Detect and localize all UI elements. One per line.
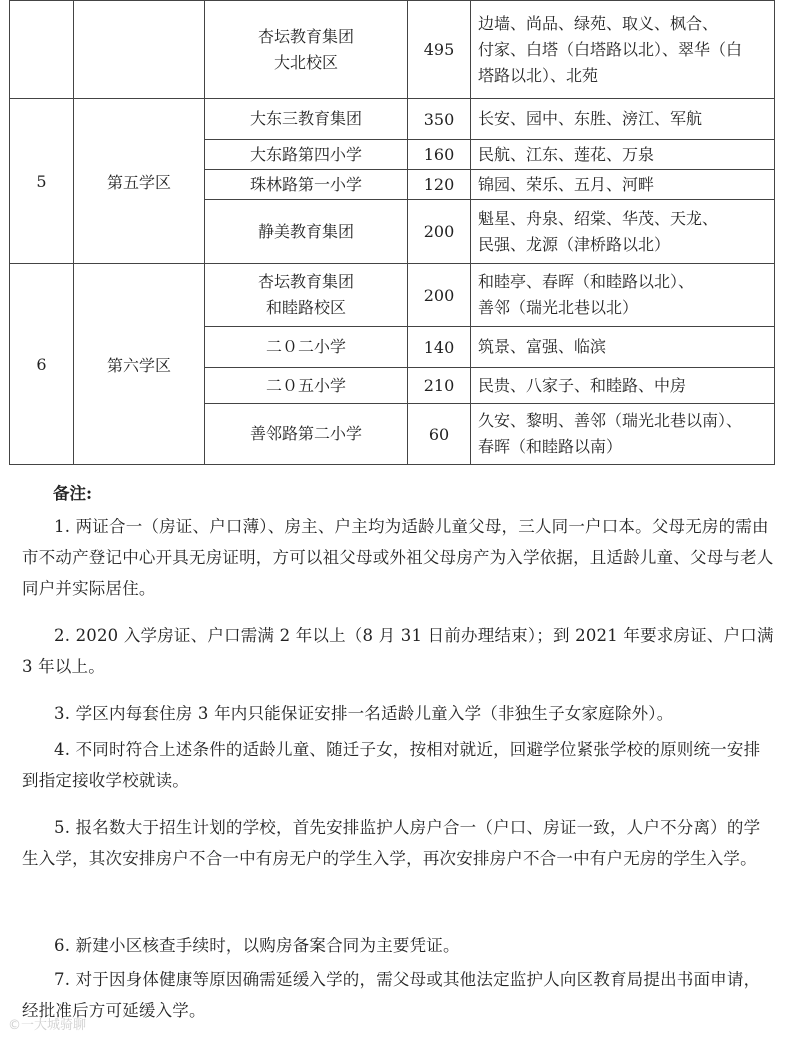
school-name-line: 大北校区	[273, 52, 338, 72]
school-name-line: 和睦路校区	[265, 298, 346, 317]
row-number-cell	[10, 1, 74, 99]
area-cell: 民贵、八家子、和睦路、中房	[471, 368, 775, 404]
area-cell: 民航、江东、莲花、万泉	[471, 140, 775, 170]
note-item-5: 5. 报名数大于招生计划的学校，首先安排监护人房户合一（户口、房证一致，人户不分离）的学生入学，其次安排房户不合一中有房无户的学生入学，再次安排房户不合一中有户无房的学生入学。	[22, 818, 761, 868]
school-cell	[205, 264, 408, 327]
table-row	[10, 264, 775, 327]
area-line: 春晖（和睦路以南）	[478, 437, 623, 456]
row-number-cell: 5	[10, 99, 74, 264]
zone-cell	[74, 1, 205, 99]
capacity-cell: 495	[408, 1, 471, 99]
school-cell: 静美教育集团	[205, 200, 408, 264]
area-cell	[471, 264, 775, 327]
capacity-cell: 120	[408, 170, 471, 200]
area-cell: 长安、园中、东胜、滂江、军航	[471, 99, 775, 140]
area-cell	[471, 1, 775, 99]
capacity-cell: 60	[408, 404, 471, 465]
capacity-cell: 160	[408, 140, 471, 170]
school-name-line: 杏坛教育集团	[257, 26, 354, 46]
capacity-cell: 200	[408, 200, 471, 264]
note-item-3: 3. 学区内每套住房 3 年内只能保证安排一名适龄儿童入学（非独生子女家庭除外）。	[54, 704, 674, 723]
area-line: 善邻（瑞光北巷以北）	[478, 298, 639, 317]
note-item-2: 2. 2020 入学房证、户口需满 2 年以上（8 月 31 日前办理结束）；到 2021 年要求房证、户口满 3 年以上。	[22, 626, 774, 676]
zone-cell: 第五学区	[74, 99, 205, 264]
note-item-4: 4. 不同时符合上述条件的适龄儿童、随迁子女，按相对就近，回避学位紧张学校的原则统一安排到指定接收学校就读。	[22, 740, 761, 790]
area-line: 民强、龙源（津桥路以北）	[478, 234, 671, 254]
school-cell: 善邻路第二小学	[205, 404, 408, 465]
school-cell	[205, 1, 408, 99]
area-line: 和睦亭、春晖（和睦路以北）、	[478, 272, 695, 291]
school-cell: 大东路第四小学	[205, 140, 408, 170]
watermark: ©一大城骑聊	[8, 1018, 87, 1033]
school-cell: 二０五小学	[205, 368, 408, 404]
area-line: 边墙、尚品、绿苑、取义、枫合、	[478, 13, 719, 33]
area-cell: 锦园、荣乐、五月、河畔	[471, 170, 775, 200]
area-cell	[471, 404, 775, 465]
note-item-7: 7. 对于因身体健康等原因确需延缓入学的，需父母或其他法定监护人向区教育局提出书面申请，经批准后方可延缓入学。	[22, 970, 761, 1020]
area-line: 付家、白塔（白塔路以北）、翠华（白	[478, 39, 743, 59]
zone-cell: 第六学区	[74, 264, 205, 465]
row-number-cell: 6	[10, 264, 74, 465]
school-zone-table	[9, 0, 775, 465]
note-item-6: 6. 新建小区核查手续时，以购房备案合同为主要凭证。	[54, 936, 460, 955]
notes-title: 备注:	[53, 484, 93, 503]
area-line: 魁星、舟泉、绍棠、华茂、天龙、	[478, 208, 719, 228]
capacity-cell: 200	[408, 264, 471, 327]
table-row	[10, 99, 775, 140]
capacity-cell: 210	[408, 368, 471, 404]
school-cell: 二０二小学	[205, 327, 408, 368]
note-item-1: 1. 两证合一（房证、户口薄）、房主、户主均为适龄儿童父母，三人同一户口本。父母无房的需由市不动产登记中心开具无房证明，方可以祖父母或外祖父母房产为入学依据，且适龄儿童、父母与老人同户并实际居住。	[22, 517, 774, 598]
school-name-line: 杏坛教育集团	[257, 272, 354, 291]
table-row	[10, 1, 775, 99]
area-cell: 筑景、富强、临滨	[471, 327, 775, 368]
area-line: 塔路以北）、北苑	[478, 65, 599, 85]
capacity-cell: 350	[408, 99, 471, 140]
school-cell: 大东三教育集团	[205, 99, 408, 140]
capacity-cell: 140	[408, 327, 471, 368]
school-cell: 珠林路第一小学	[205, 170, 408, 200]
area-cell	[471, 200, 775, 264]
area-line: 久安、黎明、善邻（瑞光北巷以南）、	[478, 411, 743, 430]
